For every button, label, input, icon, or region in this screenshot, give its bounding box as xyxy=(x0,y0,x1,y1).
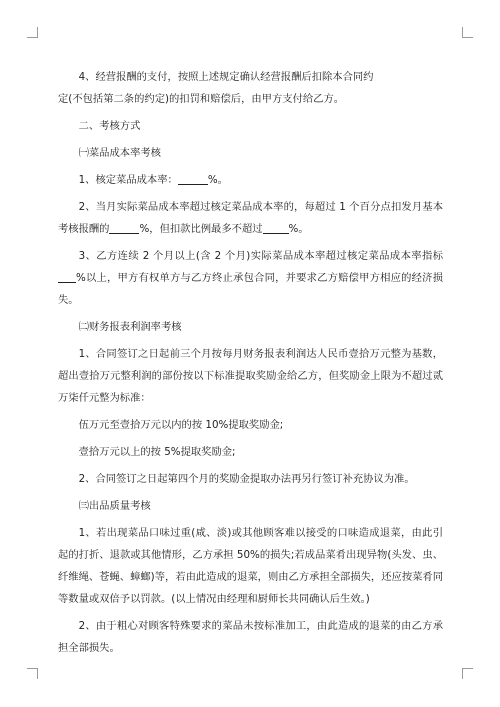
fill-in-blank xyxy=(109,223,139,234)
text-segment: %。 xyxy=(207,174,228,186)
paragraph-quality-item-2: 2、由于粗心对顾客特殊要求的菜品未按标准加工，由此造成的退菜的由乙方承担全部损失。 xyxy=(58,620,443,654)
paragraph-profit-tier-1: 伍万元至壹拾万元以内的按 10%提取奖励金; xyxy=(78,419,284,431)
text-segment: %，但扣款比例最多不超过 xyxy=(139,223,263,235)
section-heading-assessment: 二、考核方式 xyxy=(78,120,141,132)
text-segment: %。 xyxy=(288,223,309,235)
paragraph-profit-item-2: 2、合同签订之日起第四个月的奖励金提取办法再另行签订补充协议为准。 xyxy=(78,473,415,485)
subsection-heading-cost-rate: ㈠菜品成本率考核 xyxy=(78,147,161,159)
text-segment: 1、核定菜品成本率： xyxy=(78,174,178,186)
paragraph-cost-rate-item-2 xyxy=(58,196,443,240)
fill-in-blank xyxy=(58,272,76,283)
fill-in-blank xyxy=(178,174,208,185)
subsection-heading-quality: ㈢出品质量考核 xyxy=(78,500,151,512)
paragraph-payment-clause: 4、经营报酬的支付，按照上述规定确认经营报酬后扣除本合同约 xyxy=(78,71,374,83)
document-body xyxy=(58,66,443,664)
fill-in-blank xyxy=(263,223,289,234)
paragraph-quality-item-1: 1、若出现菜品口味过重(咸、淡)或其他顾客难以接受的口味造成退菜，由此引起的打折、退款或其他情形，乙方承担 50%的损失;若成品菜肴出现异物(头发、虫、纤维绳、苍蝇、蟑螂)等，若由此造成的退菜，则由乙方承担全部损失，还应按菜肴同等数量或双倍予以罚款。(以上情况由经理和厨师长共同确认后生效。) xyxy=(58,527,443,605)
crop-mark-bottom-right xyxy=(462,668,473,679)
crop-mark-bottom-left xyxy=(27,668,38,679)
crop-mark-top-right xyxy=(462,27,473,38)
paragraph-profit-tier-2: 壹拾万元以上的按 5%提取奖励金; xyxy=(78,446,236,458)
text-segment: 3、乙方连续 2 个月以上(含 2 个月)实际菜品成本率超过核定菜品成本率指标 xyxy=(78,250,443,262)
text-segment: 2、当月实际菜品成本率超过核定菜品成本率的，每超过 1 个百分点扣发月基本考核报酬的 xyxy=(58,201,443,235)
paragraph-payment-clause-cont: 定(不包括第二条的约定)的扣罚和赔偿后，由甲方支付给乙方。 xyxy=(58,93,345,105)
crop-mark-top-left xyxy=(27,27,38,38)
paragraph-cost-rate-item-3 xyxy=(58,245,443,311)
text-segment: %以上，甲方有权单方与乙方终止承包合同，并要求乙方赔偿甲方相应的经济损失。 xyxy=(58,272,443,306)
paragraph-profit-item-1: 1、合同签订之日起前三个月按每月财务报表利润达人民币壹拾万元整为基数，超出壹拾万元整利润的部份按以下标准提取奖励金给乙方，但奖励金上限为不超过贰万柒仟元整为标准： xyxy=(58,348,443,404)
paragraph-cost-rate-item-1 xyxy=(58,169,443,191)
subsection-heading-profit-rate: ㈡财务报表利润率考核 xyxy=(78,321,182,333)
